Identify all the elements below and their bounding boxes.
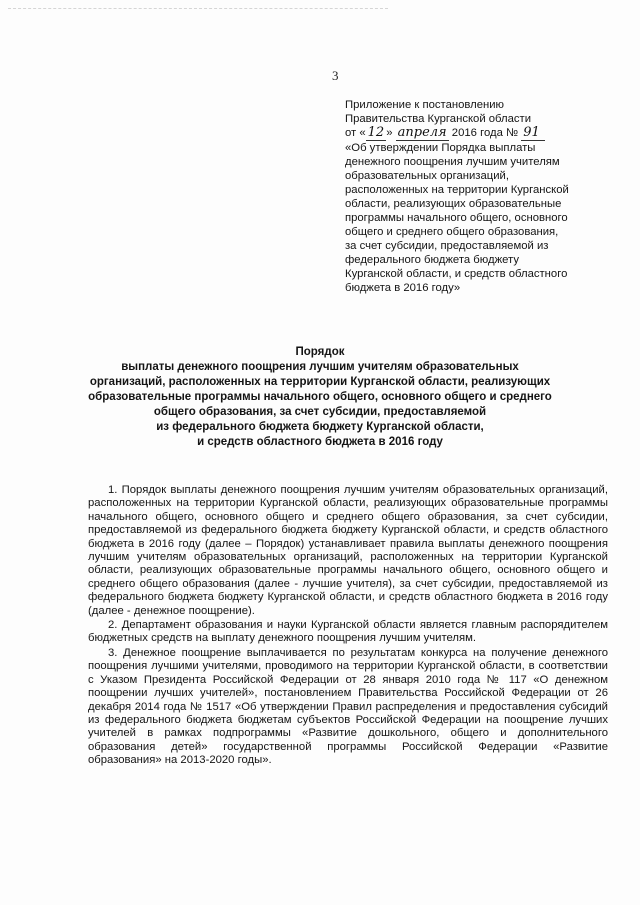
scan-edge-artifact	[8, 8, 388, 10]
title-line: образовательные программы начального общего, основного общего и среднего	[88, 391, 552, 403]
appendix-subject-line: «Об утверждении Порядка выплаты	[345, 142, 536, 154]
date-mid: »	[386, 127, 393, 139]
appendix-subject-line: Курганской области, и средств областного	[345, 268, 568, 280]
document-body	[88, 484, 608, 769]
appendix-date-line	[345, 126, 605, 141]
document-title	[20, 345, 620, 450]
handwritten-day: 12	[367, 125, 385, 140]
body-paragraph-1: 1. Порядок выплаты денежного поощрения лучшим учителям образовательных организаций, расположенных на территории Курганской области, реализующих образовательные программы начального общего, основного общего и среднего общего образования, за счет субсидии, предоставляемой из федерального бюджета бюджету Курганской области, и средств областного бюджета в 2016 году (далее – Порядок) устанавливает правила выплаты денежного поощрения лучшим учителям образовательных организаций, расположенных на территории Курганской области, реализующих образовательные программы начального общего, основного общего и среднего общего образования (далее - лучшие учителя), за счет субсидии, предоставляемой из федерального бюджета бюджету Курганской области, и средств областного бюджета в 2016 году (далее - денежное поощрение).	[88, 484, 608, 617]
handwritten-decree-number: 91	[521, 126, 545, 141]
appendix-header	[345, 98, 605, 295]
appendix-subject-line: программы начального общего, основного	[345, 212, 568, 224]
appendix-subject-line: за счет субсидии, предоставляемой из	[345, 240, 549, 252]
title-line: выплаты денежного поощрения лучшим учителям образовательных	[121, 361, 519, 373]
appendix-line-2: Правительства Курганской области	[345, 113, 532, 125]
body-paragraph-2: 2. Департамент образования и науки Курганской области является главным распорядителем бюджетных средств на выплату денежного поощрения лучшим учителям.	[88, 619, 608, 645]
body-paragraph-3: 3. Денежное поощрение выплачивается по результатам конкурса на получение денежного поощрения лучшими учителями, проводимого на территории Курганской области, в соответствии с Указом Президента Российской Федерации от 28 января 2010 года № 117 «О денежном поощрении лучших учителей», постановлением Правительства Российской Федерации от 26 декабря 2014 года № 1517 «Об утверждении Правил распределения и предоставления субсидий из федерального бюджета бюджетам субъектов Российской Федерации на поощрение лучших учителей в рамках подпрограммы «Развитие дошкольного, общего и дополнительного образования детей» государственной программы Российской Федерации «Развитие образования» на 2013-2020 годы».	[88, 646, 608, 767]
appendix-subject-line: общего и среднего общего образования,	[345, 226, 559, 238]
title-line: и средств областного бюджета в 2016 году	[197, 436, 443, 448]
date-prefix: от «	[345, 127, 366, 139]
appendix-line-1: Приложение к постановлению	[345, 99, 505, 111]
title-line: общего образования, за счет субсидии, предоставляемой	[153, 406, 487, 418]
title-line: из федерального бюджета бюджету Курганской области,	[156, 421, 484, 433]
title-line: организаций, расположенных на территории Курганской области, реализующих	[89, 376, 551, 388]
appendix-subject-line: образовательных организаций,	[345, 170, 509, 182]
page-number: 3	[332, 68, 339, 83]
appendix-subject-line: области, реализующих образовательные	[345, 198, 562, 210]
date-suffix: 2016 года №	[451, 127, 519, 139]
title-heading: Порядок	[295, 346, 345, 358]
handwritten-month: апреля	[397, 125, 447, 140]
appendix-subject-line: денежного поощрения лучшим учителям	[345, 156, 560, 168]
appendix-subject-line: федерального бюджета бюджету	[345, 254, 519, 266]
appendix-subject-line: расположенных на территории Курганской	[345, 184, 569, 196]
appendix-subject-line: бюджета в 2016 году»	[345, 282, 461, 294]
